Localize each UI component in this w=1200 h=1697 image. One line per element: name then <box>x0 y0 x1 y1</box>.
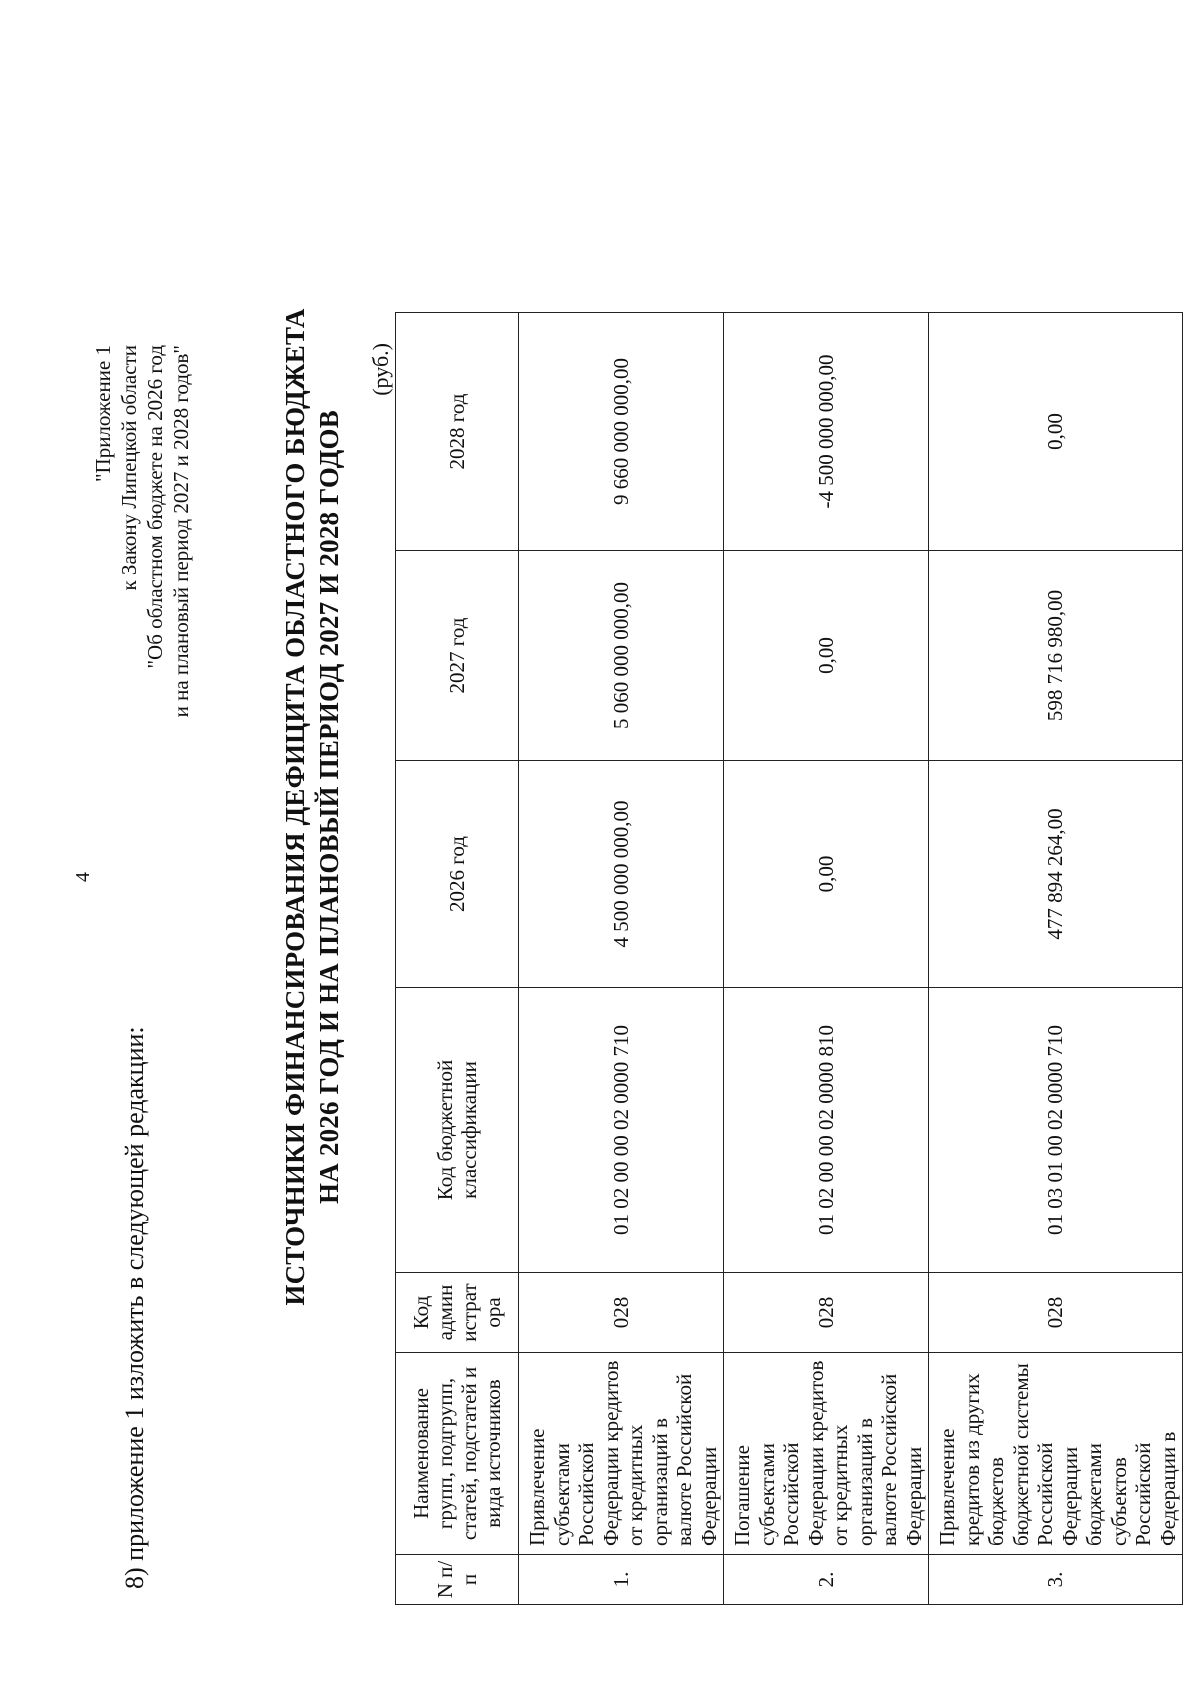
cell-2028: 0,00 <box>929 313 1183 551</box>
cell-2028: -4 500 000 000,00 <box>724 313 929 551</box>
cell-2026: 4 500 000 000,00 <box>519 761 724 988</box>
cell-2026: 477 894 264,00 <box>929 761 1183 988</box>
header-2028: 2028 год <box>396 313 519 551</box>
cell-num: 3. <box>929 1555 1183 1605</box>
header-name: Наименование групп, подгрупп, статей, подстатей и вида источников <box>396 1353 519 1555</box>
cell-admin-code: 028 <box>519 1273 724 1353</box>
cell-name: Привлечение субъектами Российской Федерации кредитов от кредитных организаций в валюте Российской Федерации <box>519 1353 724 1555</box>
cell-2027: 0,00 <box>724 551 929 761</box>
cell-admin-code: 028 <box>929 1273 1183 1353</box>
appendix-line-4: и на плановый период 2027 и 2028 годов" <box>169 345 193 718</box>
header-classification-code: Код бюджетной классификации <box>396 988 519 1273</box>
appendix-line-3: "Об областном бюджете на 2026 год <box>143 345 167 669</box>
table-row <box>724 313 929 1605</box>
document-title <box>278 217 346 1397</box>
cell-admin-code: 028 <box>724 1273 929 1353</box>
appendix-line-2: к Закону Липецкой области <box>117 345 141 591</box>
cell-classification-code: 01 02 00 00 02 0000 710 <box>519 988 724 1273</box>
cell-2026: 0,00 <box>724 761 929 988</box>
cell-2027: 5 060 000 000,00 <box>519 551 724 761</box>
cell-num: 2. <box>724 1555 929 1605</box>
intro-text: 8) приложение 1 изложить в следующей редакции: <box>120 1026 149 1589</box>
cell-name: Привлечение кредитов из других бюджетов бюджетной системы Российской Федерации бюджетами субъектов Российской Федерации в <box>929 1353 1183 1555</box>
appendix-heading <box>90 345 194 945</box>
cell-classification-code: 01 03 01 00 02 0000 710 <box>929 988 1183 1273</box>
budget-sources-table <box>395 312 1183 1605</box>
header-num: N п/п <box>396 1555 519 1605</box>
units-label: (руб.) <box>368 343 393 396</box>
table-header-row <box>396 313 519 1605</box>
title-line-1: ИСТОЧНИКИ ФИНАНСИРОВАНИЯ ДЕФИЦИТА ОБЛАСТНОГО БЮДЖЕТА <box>280 308 310 1306</box>
table-row <box>519 313 724 1605</box>
cell-2027: 598 716 980,00 <box>929 551 1183 761</box>
cell-classification-code: 01 02 00 00 02 0000 810 <box>724 988 929 1273</box>
table-row <box>929 313 1183 1605</box>
cell-name: Погашение субъектами Российской Федерации кредитов от кредитных организаций в валюте Российской Федерации <box>724 1353 929 1555</box>
header-2026: 2026 год <box>396 761 519 988</box>
cell-2028: 9 660 000 000,00 <box>519 313 724 551</box>
appendix-line-1: "Приложение 1 <box>91 345 115 483</box>
page-number: 4 <box>72 872 94 882</box>
header-admin-code: Код админ истрат ора <box>396 1273 519 1353</box>
title-line-2: НА 2026 ГОД И НА ПЛАНОВЫЙ ПЕРИОД 2027 И 2028 ГОДОВ <box>314 410 344 1204</box>
cell-num: 1. <box>519 1555 724 1605</box>
header-2027: 2027 год <box>396 551 519 761</box>
